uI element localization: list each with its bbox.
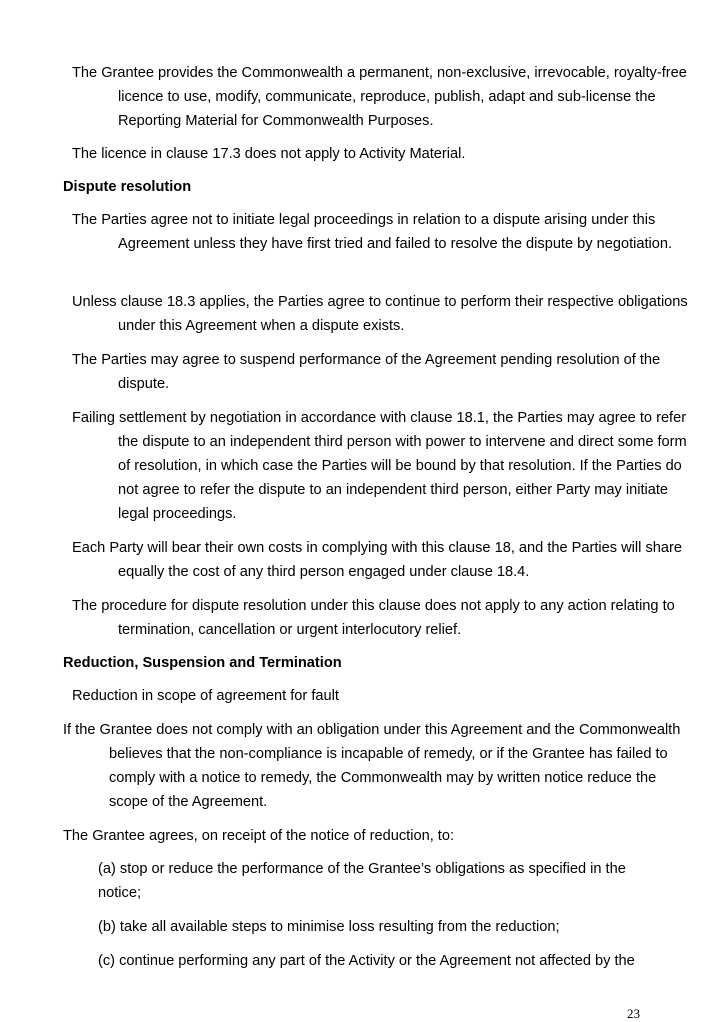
paragraph-grantee-agrees: The Grantee agrees, on receipt of the notice of reduction, to: [63,828,455,844]
paragraph-dispute-third-person: Failing settlement by negotiation in accordance with clause 18.1, the Parties may agree to refer the dispute to an independent third person with power to intervene and direct some form of resolution, in which case the Parties will be bound by that resolution. If the Parties do not agree to refer the dispute to an independent third person, either Party may initiate legal proceedings. [72,410,687,522]
paragraph-dispute-continue: Unless clause 18.3 applies, the Parties agree to continue to perform their respective obligations under this Agreement when a dispute exists. [72,294,688,334]
paragraph-licence-exception: The licence in clause 17.3 does not apply to Activity Material. [72,146,466,162]
paragraph-licence-grant: The Grantee provides the Commonwealth a permanent, non-exclusive, irrevocable, royalty-free licence to use, modify, communicate, reproduce, publish, adapt and sub-license the Reporting Material for Commonwealth Purposes. [72,65,687,129]
paragraph-dispute-costs: Each Party will bear their own costs in complying with this clause 18, and the Parties will share equally the cost of any third person engaged under clause 18.4. [72,540,682,580]
heading-reduction-suspension-termination: Reduction, Suspension and Termination [63,655,342,671]
list-item-a: (a) stop or reduce the performance of the Grantee’s obligations as specified in the notice; [98,861,626,901]
paragraph-dispute-negotiation: The Parties agree not to initiate legal proceedings in relation to a dispute arising under this Agreement unless they have first tried and failed to resolve the dispute by negotiation. [72,212,673,252]
list-item-b: (b) take all available steps to minimise loss resulting from the reduction; [98,919,560,935]
paragraph-dispute-exclusions: The procedure for dispute resolution under this clause does not apply to any action relating to termination, cancellation or urgent interlocutory relief. [72,598,675,638]
heading-dispute-resolution: Dispute resolution [63,179,192,195]
list-item-c: (c) continue performing any part of the Activity or the Agreement not affected by the [98,953,635,969]
subheading-reduction-for-fault: Reduction in scope of agreement for fault [72,688,339,704]
paragraph-dispute-suspend: The Parties may agree to suspend performance of the Agreement pending resolution of the dispute. [72,352,661,392]
paragraph-reduction-notice: If the Grantee does not comply with an obligation under this Agreement and the Commonwealth believes that the non-compliance is incapable of remedy, or if the Grantee has failed to comply with a notice to remedy, the Commonwealth may by written notice reduce the scope of the Agreement. [63,722,681,810]
page-number: 23 [627,1006,640,1021]
